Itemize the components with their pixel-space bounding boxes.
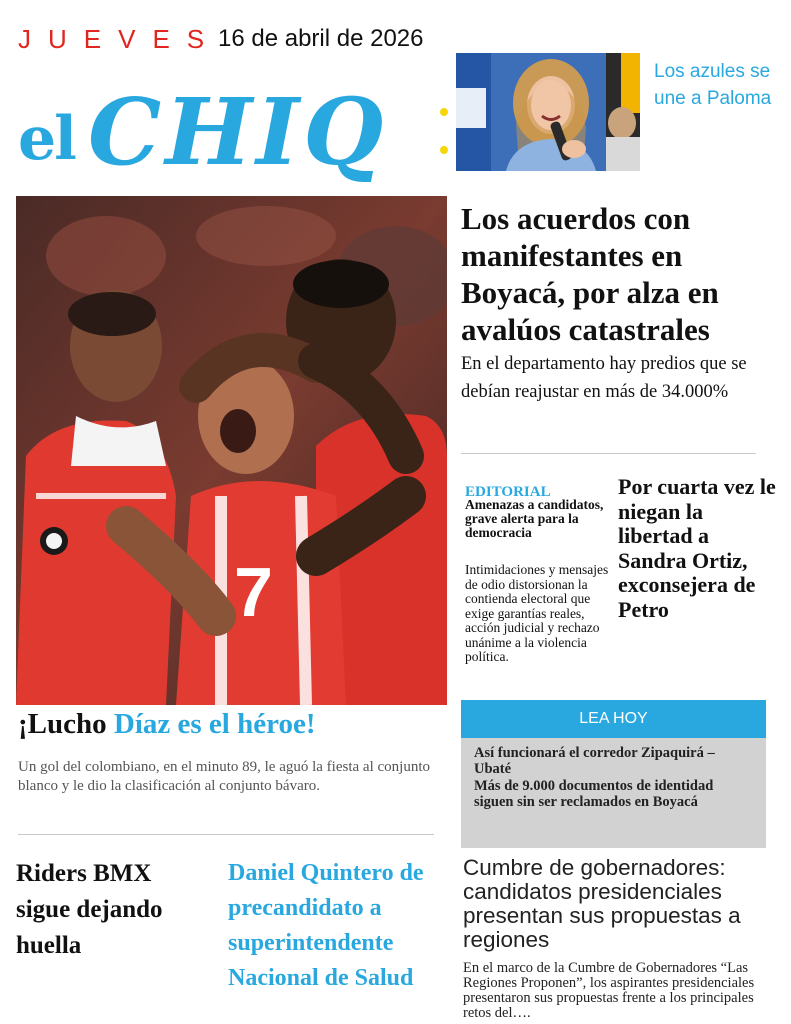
players-celebration-illustration xyxy=(16,196,447,705)
photo-story-subhead: Un gol del colombiano, en el minuto 89, le aguó la fiesta al conjunto blanco y le dio la clasificación al conjunto bávaro. xyxy=(18,759,430,794)
riders-bmx-headline[interactable]: Riders BMX sigue dejando huella xyxy=(16,860,163,959)
weekday: JUEVES xyxy=(18,24,222,54)
divider xyxy=(461,453,756,454)
sandra-ortiz-headline[interactable]: Por cuarta vez le niegan la libertad a Sandra Ortiz, exconsejera de Petro xyxy=(618,474,776,622)
lea-hoy-item-corredor[interactable]: Así funcionará el corredor Zipaquirá – Ubaté xyxy=(474,745,715,777)
masthead-main: CHIQ xyxy=(88,78,388,186)
masthead-prefix: el xyxy=(18,104,75,174)
masthead-logo[interactable] xyxy=(18,78,448,188)
photo-story-headline[interactable] xyxy=(18,708,315,741)
teaser-headline[interactable]: Los azules se une a Paloma xyxy=(654,61,772,109)
cumbre-headline[interactable]: Cumbre de gobernadores: candidatos presidenciales presentan sus propuestas a regiones xyxy=(463,855,741,952)
photo-story-headline-part2: Díaz es el héroe! xyxy=(113,708,316,740)
cumbre-subhead: En el marco de la Cumbre de Gobernadores “Las Regiones Proponen”, los aspirantes presidenciales presentaron sus propuestas frente a los principales retos del…. xyxy=(463,960,755,1021)
lea-hoy-label: LEA HOY xyxy=(461,700,766,738)
issue-date: 16 de abril de 2026 xyxy=(218,25,424,52)
teaser-photo[interactable] xyxy=(456,53,640,171)
divider xyxy=(18,834,434,835)
quintero-headline[interactable]: Daniel Quintero de precandidato a superintendente Nacional de Salud xyxy=(228,860,424,991)
lea-hoy-box xyxy=(461,738,766,848)
masthead-colon xyxy=(440,108,450,168)
svg-text:7: 7 xyxy=(234,553,273,631)
editorial-title[interactable]: Amenazas a candidatos, grave alerta para la democracia xyxy=(465,497,604,540)
editorial-body: Intimidaciones y mensajes de odio distorsionan la contienda electoral que exige garantías reales, acción judicial y rechazo unánime a la violencia política. xyxy=(465,562,609,664)
photo-story-headline-part1: ¡Lucho xyxy=(18,708,114,740)
lea-hoy-item-documentos[interactable]: Más de 9.000 documentos de identidad siguen sin ser reclamados en Boyacá xyxy=(474,778,714,810)
editorial-label: EDITORIAL xyxy=(465,484,551,500)
lead-headline[interactable]: Los acuerdos con manifestantes en Boyacá, por alza en avalúos catastrales xyxy=(461,201,719,347)
paloma-photo-illustration xyxy=(456,53,640,171)
main-photo[interactable] xyxy=(16,196,447,705)
lead-subhead: En el departamento hay predios que se debían reajustar en más de 34.000% xyxy=(461,354,747,402)
